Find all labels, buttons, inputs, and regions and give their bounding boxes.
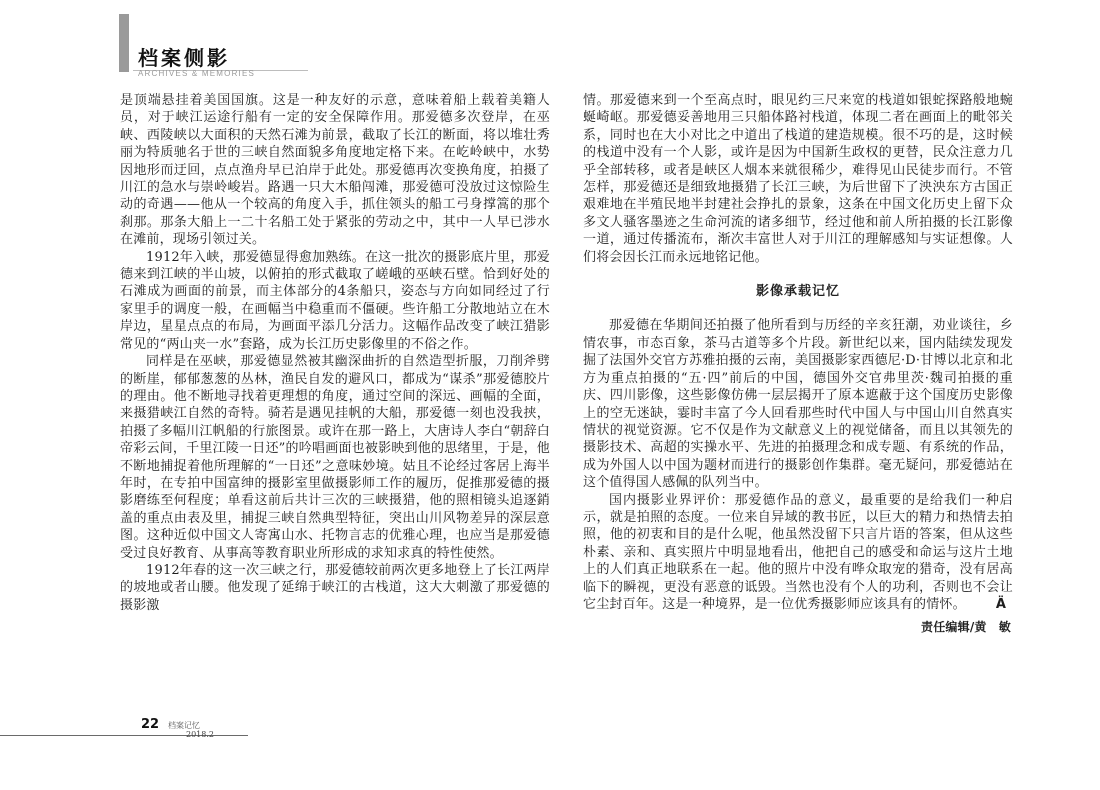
paragraph: 1912年入峡，那爱德显得愈加熟练。在这一批次的摄影底片里，那爱德来到江峡的半山坡，以俯拍的形式截取了嵯峨的巫峡石壁。恰到好处的石滩成为画面的前景，而主体部分的4条船只，姿态与方向如同经过了行家里手的调度一般，在画幅当中稳重而不僵硬。些许船工分散地站立在木岸边，星星点点的布局，为画面平添几分活力。这幅作品改变了峡江猎影常见的“两山夹一水”套路，成为长江历史影像里的不俗之作。 bbox=[120, 249, 550, 352]
paragraph: 是顶端悬挂着美国国旗。这是一种友好的示意，意味着船上载着美籍人员，对于峡江运途行船有一定的安全保障作用。那爱德多次登岸，在巫峡、西陵峡以大面积的天然石滩为前景，截取了长江的断面，将以堆壮秀丽为特质驰名于世的三峡自然面貌多角度地定格下来。在屹岭峡中，水势因地形而迂回，点点渔舟早已泊岸于此处。那爱德再次变换角度，拍摄了川江的急水与崇岭峻岩。路遇一只大木船闯滩，那爱德可没放过这惊险生动的奇遇——他从一个较高的角度入手，抓住领头的船工弓身撑篙的那个刹那。那条大船上一二十名船工处于紧张的劳动之中，其中一人早已涉水在滩前，现场引领过关。 bbox=[120, 93, 550, 248]
paragraph: 同样是在巫峡，那爱德显然被其幽深曲折的自然造型折服，刀削斧劈的断崖，郁郁葱葱的丛林，渔民自发的避风口，都成为“谋杀”那爱德胶片的理由。他不断地寻找着更理想的角度，通过空间的深远、画幅的全面，来摄猎峡江自然的奇特。骑若是遇见挂帆的大船，那爱德一刻也没我挟，拍摄了多幅川江帆船的行旅图景。或许在那一路上，大唐诗人李白“朝辞白帝彩云间，千里江陵一日还”的吟唱画面也被影映到他的思绪里，于是，他不断地捕捉着他所理解的“一日还”之意味妙境。姑且不论经过客居上海半年时，在专拍中国富绅的摄影室里做摄影师工作的履历，促推那爱德的摄影磨练至何程度；单看这前后共计三次的三峡摄猎，他的照相镜头追逐銷盖的重点由表及里，捕捉三峡自然典型特征，突出山川风物差异的深层意图。这种近似中国文人寄寓山水、托物言志的优雅心理，也应当是那爱德受过良好教育、从事高等教育职业所形成的求知求真的特性使然。 bbox=[120, 354, 550, 561]
page-number: 22 bbox=[141, 717, 160, 732]
issue-number: 2018.2 bbox=[186, 730, 214, 739]
right-text-column bbox=[583, 92, 1013, 637]
column-title: 档案侧影 bbox=[138, 46, 230, 70]
end-of-article-mark: Ä bbox=[995, 596, 1007, 612]
paragraph-text: 国内摄影业界评价：那爱德作品的意义，最重要的是给我们一种启示，就是拍照的态度。一位来自异域的教书匠，以巨大的精力和热情去拍照，他的初衷和目的是什么呢，他虽然没留下只言片语的答案，但从这些朴素、亲和、真实照片中明显地看出，他把自己的感受和命运与这片土地上的人们真正地联系在一起。他的照片中没有哗众取宠的猎奇，没有居高临下的瞬视，更没有恶意的诋毁。当然也没有个人的功利，否则也不会让它尘封百年。这是一种境界，是一位优秀摄影师应该具有的情怀。 bbox=[583, 492, 1013, 612]
paragraph: 1912年春的这一次三峡之行，那爱德较前两次更多地登上了长江两岸的坡地或者山腰。他发现了延绵于峡江的古栈道，这大大刺激了那爱德的摄影激 bbox=[120, 562, 550, 613]
editor-credit: 责任编辑/黄 敏 bbox=[921, 620, 1011, 635]
paragraph: 那爱德在华期间还拍摄了他所看到与历经的辛亥狂潮，劝业谈往，乡情农事，市态百象，茶马古道等多个片段。新世纪以来，国内陆续发现发掘了法国外交官方苏雅拍摄的云南，美国摄影家西德尼·D·甘博以北京和北方为重点拍摄的“五·四”前后的中国，德国外交官弗里茨·魏司拍摄的重庆、四川影像，这些影像仿佛一层层揭开了原本遮蔽于这个国度历史影像上的空无迷缺，霎时丰富了今人回看那些时代中国人与中国山川自然真实情状的视觉资源。它不仅是作为文献意义上的视觉储备，而且以其领先的摄影技术、高超的实操水平、先进的拍摄理念和成专题、有系统的作品，成为外国人以中国为题材而进行的摄影创作集群。毫无疑问，那爱德站在这个值得国人感佩的队列当中。 bbox=[583, 318, 1013, 491]
left-text-column bbox=[120, 92, 550, 614]
header-accent-bar bbox=[119, 14, 129, 72]
column-subtitle: ARCHIVES & MEMORIES bbox=[138, 69, 256, 78]
paragraph bbox=[583, 492, 1013, 614]
section-heading: 影像承载记忆 bbox=[755, 284, 840, 300]
magazine-name: 档案记忆 bbox=[168, 721, 200, 730]
paragraph: 情。那爱德来到一个至高点时，眼见约三尺来宽的栈道如银蛇探路般地蜿蜒崎岖。那爱德妥善地用三只船体路衬栈道，体现二者在画面上的毗邻关系，同时也在大小对比之中道出了栈道的建造规模。很不巧的是，这时候的栈道中没有一个人影，或许是因为中国新生政权的更替，民众注意力几乎全部转移，或者是峡区人烟本来就很稀少，难得见山民徒步而行。不管怎样，那爱德还是细致地摄猎了长江三峡，为后世留下了泱泱东方古国正艰难地在半殖民地半封建社会挣扎的景象，这条在中国文化历史上留下众多文人骚客墨迹之生命河流的诸多细节，经过他和前人所拍摄的长江影像一道，通过传播流布，渐次丰富世人对于川江的理解感知与实证想像。人们将会因长江而永远地铭记他。 bbox=[583, 93, 1013, 265]
